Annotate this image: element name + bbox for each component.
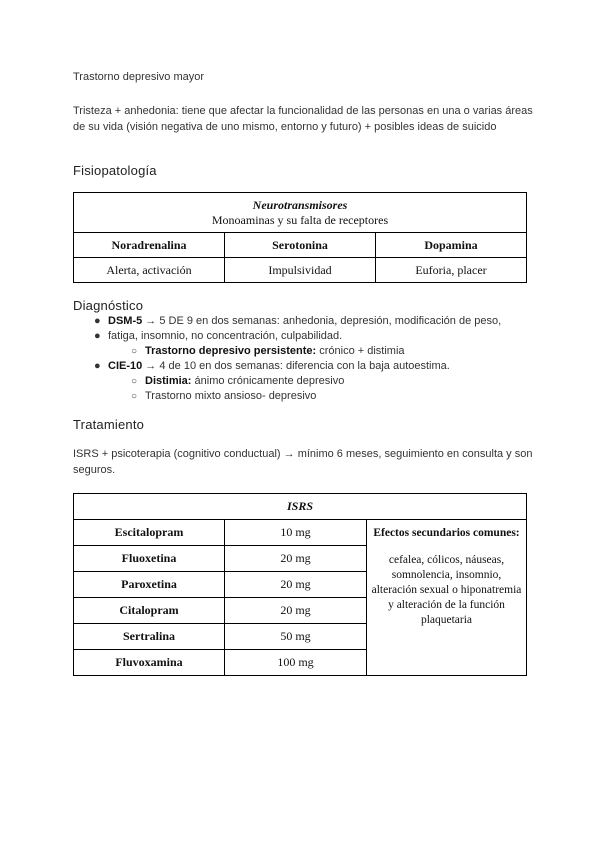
list-item-dsm <box>94 314 538 329</box>
drug-name: Sertralina <box>74 624 225 650</box>
drug-name: Paroxetina <box>74 572 225 598</box>
drug-dose: 20 mg <box>225 546 367 572</box>
list-item-mixto <box>131 389 538 404</box>
drug-dose: 10 mg <box>225 520 367 546</box>
distimia-text: ánimo crónicamente depresivo <box>191 375 345 387</box>
drug-dose: 20 mg <box>225 572 367 598</box>
intro-paragraph: Tristeza + anhedonia: tiene que afectar la funcionalidad de las personas en una o varias áreas de su vida (visión negativa de uno mismo, entorno y futuro) + posibles ideas de suicido <box>73 105 533 133</box>
bullet-icon: ● <box>94 330 101 342</box>
document-title: Trastorno depresivo mayor <box>73 71 205 83</box>
drug-name: Fluoxetina <box>74 546 225 572</box>
list-item-distimia <box>131 374 538 389</box>
isrs-table <box>73 493 527 676</box>
val-dopamina: Euforia, placer <box>376 258 527 283</box>
dsm-text-2: fatiga, insomnio, no concentración, culpabilidad. <box>108 330 343 342</box>
drug-name: Escitalopram <box>74 520 225 546</box>
neurotransmitter-table-header <box>74 193 527 233</box>
col-dopamina: Dopamina <box>376 233 527 258</box>
bullet-icon: ● <box>94 315 101 327</box>
cie-label: CIE-10 <box>108 360 143 372</box>
persistente-label: Trastorno depresivo persistente: <box>145 345 317 357</box>
dsm-text: → 5 DE 9 en dos semanas: anhedonia, depresión, modificación de peso, <box>142 315 502 327</box>
circle-bullet-icon: ○ <box>131 376 138 387</box>
distimia-label: Distimia: <box>145 375 192 387</box>
neurotransmitter-table-subtitle: Monoaminas y su falta de receptores <box>211 212 389 227</box>
list-item-persistente <box>131 344 538 359</box>
dsm-label: DSM-5 <box>108 315 143 327</box>
drug-dose: 20 mg <box>225 598 367 624</box>
circle-bullet-icon: ○ <box>131 391 138 402</box>
drug-name: Fluvoxamina <box>74 650 225 676</box>
tratamiento-text: ISRS + psicoterapia (cognitivo conductual) → mínimo 6 meses, seguimiento en consulta y son seguros. <box>73 448 533 476</box>
side-effects-cell <box>367 520 527 676</box>
drug-dose: 50 mg <box>225 624 367 650</box>
side-effects-title: Efectos secundarios comunes: <box>373 527 520 539</box>
persistente-text: crónico + distimia <box>316 345 405 357</box>
drug-dose: 100 mg <box>225 650 367 676</box>
isrs-table-title: ISRS <box>74 494 527 520</box>
col-noradrenalina: Noradrenalina <box>74 233 225 258</box>
val-serotonina: Impulsividad <box>225 258 376 283</box>
col-serotonina: Serotonina <box>225 233 376 258</box>
list-item-dsm-cont <box>94 329 538 344</box>
heading-fisiopatologia: Fisiopatología <box>73 163 157 178</box>
bullet-icon: ● <box>94 360 101 372</box>
heading-tratamiento: Tratamiento <box>73 417 145 432</box>
mixto-text: Trastorno mixto ansioso- depresivo <box>145 390 317 402</box>
list-item-cie <box>94 359 538 374</box>
drug-name: Citalopram <box>74 598 225 624</box>
heading-diagnostico: Diagnóstico <box>73 298 144 313</box>
circle-bullet-icon: ○ <box>131 346 138 357</box>
diagnostico-list <box>94 314 538 404</box>
neurotransmitter-table-title: Neurotransmisores <box>252 197 348 212</box>
cie-text: → 4 de 10 en dos semanas: diferencia con la baja autoestima. <box>142 360 450 372</box>
side-effects-text: cefalea, cólicos, náuseas, somnolencia, insomnio, alteración sexual o hiponatremia y alteración de la función plaquetaria <box>371 554 522 626</box>
val-noradrenalina: Alerta, activación <box>74 258 225 283</box>
neurotransmitter-table <box>73 192 527 283</box>
